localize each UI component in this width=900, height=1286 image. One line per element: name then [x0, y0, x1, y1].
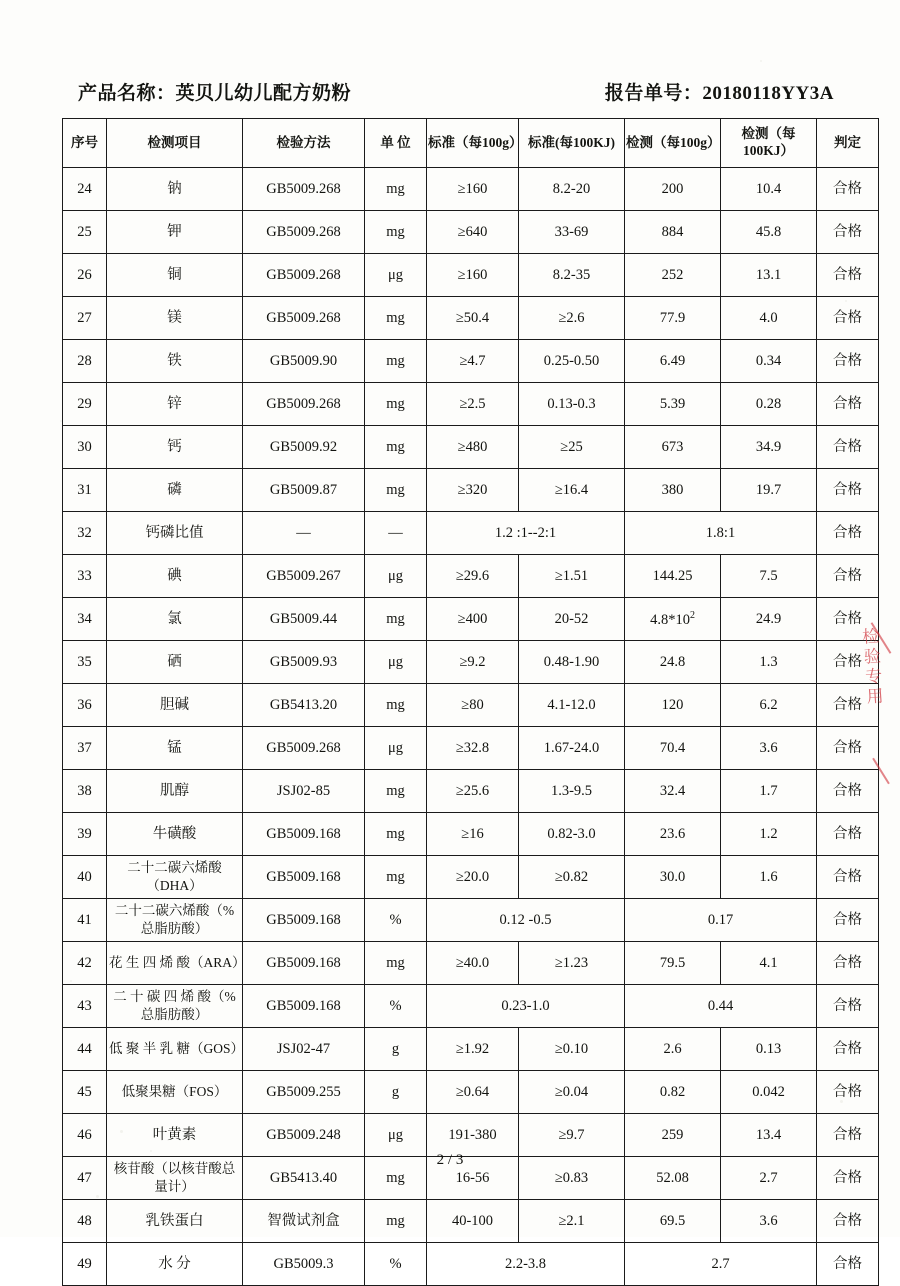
cell-standard-100g: ≥0.64	[427, 1071, 519, 1114]
cell-verdict: 合格	[817, 1028, 879, 1071]
cell-no: 39	[63, 813, 107, 856]
cell-method: GB5009.44	[243, 598, 365, 641]
cell-detected-100g: $4.8*10^2$	[625, 598, 721, 641]
cell-standard-100g: ≥40.0	[427, 942, 519, 985]
cell-detected-100g: 24.8	[625, 641, 721, 684]
cell-standard-merged: 1.2 :1--2:1	[427, 512, 625, 555]
cell-detected-100kj: 0.13	[721, 1028, 817, 1071]
cell-unit: μg	[365, 555, 427, 598]
cell-standard-100kj: 8.2-35	[519, 254, 625, 297]
column-header-detected-100g: 检测（每100g）	[625, 119, 721, 168]
paper-speckle	[760, 60, 762, 62]
cell-unit: mg	[365, 684, 427, 727]
cell-item: 叶黄素	[107, 1114, 243, 1157]
cell-standard-100kj: 33-69	[519, 211, 625, 254]
cell-standard-merged: 2.2-3.8	[427, 1243, 625, 1286]
cell-item: 锰	[107, 727, 243, 770]
cell-item: 低 聚 半 乳 糖（GOS）	[107, 1028, 243, 1071]
cell-no: 49	[63, 1243, 107, 1286]
cell-detected-100kj: 3.6	[721, 727, 817, 770]
cell-verdict: 合格	[817, 1200, 879, 1243]
cell-unit: μg	[365, 254, 427, 297]
cell-method: GB5009.268	[243, 168, 365, 211]
paper-speckle	[70, 980, 72, 982]
cell-detected-100kj: 0.28	[721, 383, 817, 426]
cell-detected-100g: 673	[625, 426, 721, 469]
cell-verdict: 合格	[817, 1157, 879, 1200]
cell-method: GB5009.268	[243, 211, 365, 254]
cell-standard-100kj: 8.2-20	[519, 168, 625, 211]
cell-detected-100g: 252	[625, 254, 721, 297]
cell-item: 钙	[107, 426, 243, 469]
cell-unit: g	[365, 1028, 427, 1071]
cell-unit: g	[365, 1071, 427, 1114]
cell-standard-merged: 0.23-1.0	[427, 985, 625, 1028]
cell-detected-100kj: 13.4	[721, 1114, 817, 1157]
cell-standard-100g: ≥20.0	[427, 856, 519, 899]
table-row	[63, 1028, 879, 1071]
cell-no: 47	[63, 1157, 107, 1200]
cell-no: 46	[63, 1114, 107, 1157]
cell-method: GB5009.168	[243, 856, 365, 899]
table-row	[63, 770, 879, 813]
column-header-std-100kj: 标准(每100KJ)	[519, 119, 625, 168]
cell-unit: mg	[365, 340, 427, 383]
page-number: 2 / 3	[436, 1152, 464, 1168]
cell-standard-100kj: ≥0.10	[519, 1028, 625, 1071]
table-row	[63, 641, 879, 684]
paper-speckle	[120, 1130, 123, 1133]
cell-verdict: 合格	[817, 942, 879, 985]
cell-no: 27	[63, 297, 107, 340]
cell-item: 镁	[107, 297, 243, 340]
cell-verdict: 合格	[817, 1243, 879, 1286]
cell-standard-100kj: ≥2.1	[519, 1200, 625, 1243]
table-row	[63, 1243, 879, 1286]
cell-detected-100kj: 24.9	[721, 598, 817, 641]
cell-detected-100g: 70.4	[625, 727, 721, 770]
cell-no: 33	[63, 555, 107, 598]
table-row	[63, 168, 879, 211]
column-header-verdict: 判定	[817, 119, 879, 168]
cell-standard-100kj: 1.67-24.0	[519, 727, 625, 770]
cell-detected-100kj: 7.5	[721, 555, 817, 598]
cell-detected-100g: 2.6	[625, 1028, 721, 1071]
cell-no: 37	[63, 727, 107, 770]
cell-no: 25	[63, 211, 107, 254]
cell-standard-100kj: 1.3-9.5	[519, 770, 625, 813]
cell-standard-100kj: 20-52	[519, 598, 625, 641]
cell-standard-100g: ≥400	[427, 598, 519, 641]
cell-standard-100g: ≥80	[427, 684, 519, 727]
cell-standard-100g: ≥29.6	[427, 555, 519, 598]
cell-unit: mg	[365, 856, 427, 899]
cell-detected-merged: 0.44	[625, 985, 817, 1028]
cell-method: GB5413.20	[243, 684, 365, 727]
cell-no: 40	[63, 856, 107, 899]
cell-verdict: 合格	[817, 985, 879, 1028]
cell-item: 锌	[107, 383, 243, 426]
cell-method: GB5413.40	[243, 1157, 365, 1200]
page-footer	[0, 1152, 900, 1169]
cell-method: GB5009.3	[243, 1243, 365, 1286]
cell-method: GB5009.268	[243, 383, 365, 426]
paper-speckle	[96, 1195, 99, 1198]
cell-standard-100kj: ≥1.51	[519, 555, 625, 598]
cell-unit: %	[365, 985, 427, 1028]
paper-speckle	[840, 1100, 843, 1103]
table-row	[63, 1071, 879, 1114]
cell-standard-100kj: ≥1.23	[519, 942, 625, 985]
cell-no: 32	[63, 512, 107, 555]
cell-standard-100kj: 0.13-0.3	[519, 383, 625, 426]
cell-no: 31	[63, 469, 107, 512]
cell-no: 34	[63, 598, 107, 641]
table-body	[63, 168, 879, 1286]
cell-standard-100kj: ≥0.04	[519, 1071, 625, 1114]
paper-speckle	[60, 420, 62, 422]
column-header-detected-100kj: 检测（每100KJ）	[721, 119, 817, 168]
cell-method: GB5009.255	[243, 1071, 365, 1114]
cell-unit: mg	[365, 469, 427, 512]
cell-verdict: 合格	[817, 641, 879, 684]
cell-detected-100kj: 4.0	[721, 297, 817, 340]
cell-method: GB5009.268	[243, 727, 365, 770]
cell-no: 45	[63, 1071, 107, 1114]
cell-method: JSJ02-47	[243, 1028, 365, 1071]
cell-detected-100kj: 1.3	[721, 641, 817, 684]
cell-method: GB5009.267	[243, 555, 365, 598]
cell-unit: mg	[365, 383, 427, 426]
cell-standard-100kj: 4.1-12.0	[519, 684, 625, 727]
cell-unit: mg	[365, 297, 427, 340]
cell-standard-100g: 40-100	[427, 1200, 519, 1243]
cell-unit: mg	[365, 942, 427, 985]
cell-detected-100g: 69.5	[625, 1200, 721, 1243]
cell-method: GB5009.92	[243, 426, 365, 469]
cell-verdict: 合格	[817, 211, 879, 254]
cell-no: 36	[63, 684, 107, 727]
column-header-item: 检测项目	[107, 119, 243, 168]
cell-detected-100g: 23.6	[625, 813, 721, 856]
cell-standard-100kj: 0.25-0.50	[519, 340, 625, 383]
cell-item: 铁	[107, 340, 243, 383]
table-row	[63, 426, 879, 469]
cell-detected-100kj: 3.6	[721, 1200, 817, 1243]
cell-unit: mg	[365, 813, 427, 856]
cell-standard-100g: ≥9.2	[427, 641, 519, 684]
cell-verdict: 合格	[817, 555, 879, 598]
cell-detected-100kj: 13.1	[721, 254, 817, 297]
cell-standard-100g: ≥160	[427, 254, 519, 297]
table-row	[63, 985, 879, 1028]
cell-detected-100kj: 4.1	[721, 942, 817, 985]
cell-verdict: 合格	[817, 168, 879, 211]
cell-standard-100g: ≥4.7	[427, 340, 519, 383]
cell-detected-100kj: 2.7	[721, 1157, 817, 1200]
column-header-unit: 单 位	[365, 119, 427, 168]
cell-detected-100g: 120	[625, 684, 721, 727]
cell-no: 29	[63, 383, 107, 426]
cell-standard-100g: ≥320	[427, 469, 519, 512]
cell-standard-100g: ≥16	[427, 813, 519, 856]
table-row	[63, 813, 879, 856]
cell-detected-100kj: 45.8	[721, 211, 817, 254]
table-row	[63, 684, 879, 727]
cell-verdict: 合格	[817, 727, 879, 770]
cell-detected-100g: 6.49	[625, 340, 721, 383]
cell-standard-100g: 191-380	[427, 1114, 519, 1157]
cell-detected-merged: 2.7	[625, 1243, 817, 1286]
document-header	[78, 78, 838, 105]
cell-item: 二十二碳六烯酸（%总脂肪酸）	[107, 899, 243, 942]
cell-detected-100kj: 0.34	[721, 340, 817, 383]
cell-detected-merged: 0.17	[625, 899, 817, 942]
cell-item: 核苷酸（以核苷酸总量计）	[107, 1157, 243, 1200]
cell-standard-100g: 16-56	[427, 1157, 519, 1200]
table-row	[63, 899, 879, 942]
cell-detected-100g: 5.39	[625, 383, 721, 426]
table-row	[63, 254, 879, 297]
column-header-no: 序号	[63, 119, 107, 168]
cell-standard-merged: 0.12 -0.5	[427, 899, 625, 942]
cell-method: GB5009.90	[243, 340, 365, 383]
cell-no: 48	[63, 1200, 107, 1243]
cell-method: GB5009.168	[243, 985, 365, 1028]
cell-unit: mg	[365, 426, 427, 469]
cell-detected-100kj: 19.7	[721, 469, 817, 512]
cell-item: 硒	[107, 641, 243, 684]
cell-unit: mg	[365, 770, 427, 813]
paper-speckle	[150, 1150, 152, 1152]
cell-verdict: 合格	[817, 813, 879, 856]
cell-item: 磷	[107, 469, 243, 512]
table-header-row	[63, 119, 879, 168]
cell-no: 35	[63, 641, 107, 684]
cell-no: 43	[63, 985, 107, 1028]
cell-item: 乳铁蛋白	[107, 1200, 243, 1243]
cell-detected-100g: 144.25	[625, 555, 721, 598]
cell-method: GB5009.168	[243, 942, 365, 985]
cell-item: 钙磷比值	[107, 512, 243, 555]
cell-item: 二十二碳六烯酸（DHA）	[107, 856, 243, 899]
cell-item: 牛磺酸	[107, 813, 243, 856]
cell-verdict: 合格	[817, 770, 879, 813]
cell-standard-100kj: 0.82-3.0	[519, 813, 625, 856]
cell-unit: mg	[365, 598, 427, 641]
cell-method: 智微试剂盒	[243, 1200, 365, 1243]
cell-no: 24	[63, 168, 107, 211]
report-number-label: 报告单号：20180118YY3A	[604, 83, 834, 104]
cell-standard-100kj: ≥16.4	[519, 469, 625, 512]
cell-detected-100g: 32.4	[625, 770, 721, 813]
cell-item: 碘	[107, 555, 243, 598]
cell-method: —	[243, 512, 365, 555]
cell-item: 胆碱	[107, 684, 243, 727]
cell-verdict: 合格	[817, 899, 879, 942]
cell-verdict: 合格	[817, 856, 879, 899]
cell-detected-100kj: 10.4	[721, 168, 817, 211]
cell-detected-100kj: 34.9	[721, 426, 817, 469]
cell-verdict: 合格	[817, 598, 879, 641]
cell-verdict: 合格	[817, 297, 879, 340]
cell-standard-100g: ≥160	[427, 168, 519, 211]
cell-detected-100g: 200	[625, 168, 721, 211]
table-row	[63, 297, 879, 340]
cell-detected-100kj: 0.042	[721, 1071, 817, 1114]
cell-method: GB5009.268	[243, 254, 365, 297]
cell-method: GB5009.93	[243, 641, 365, 684]
inspection-seal: 检验专用	[858, 626, 884, 708]
cell-verdict: 合格	[817, 469, 879, 512]
table-row	[63, 598, 879, 641]
cell-verdict: 合格	[817, 512, 879, 555]
cell-item: 钾	[107, 211, 243, 254]
cell-verdict: 合格	[817, 1071, 879, 1114]
cell-unit: mg	[365, 1157, 427, 1200]
cell-no: 30	[63, 426, 107, 469]
cell-no: 38	[63, 770, 107, 813]
table-row	[63, 1200, 879, 1243]
cell-unit: μg	[365, 641, 427, 684]
test-results-table	[62, 118, 879, 1286]
cell-verdict: 合格	[817, 1114, 879, 1157]
cell-verdict: 合格	[817, 254, 879, 297]
cell-detected-100g: 884	[625, 211, 721, 254]
cell-detected-100g: 30.0	[625, 856, 721, 899]
table-row	[63, 727, 879, 770]
cell-no: 41	[63, 899, 107, 942]
table-row	[63, 1114, 879, 1157]
cell-unit: %	[365, 899, 427, 942]
cell-detected-100kj: 1.6	[721, 856, 817, 899]
paper-speckle	[845, 300, 847, 302]
cell-method: GB5009.168	[243, 899, 365, 942]
column-header-std-100g: 标准（每100g）	[427, 119, 519, 168]
table-row	[63, 383, 879, 426]
table-row	[63, 469, 879, 512]
cell-item: 水 分	[107, 1243, 243, 1286]
cell-detected-merged: 1.8:1	[625, 512, 817, 555]
table-row	[63, 856, 879, 899]
cell-standard-100kj: ≥2.6	[519, 297, 625, 340]
cell-unit: mg	[365, 211, 427, 254]
cell-standard-100g: ≥50.4	[427, 297, 519, 340]
cell-detected-100g: 259	[625, 1114, 721, 1157]
cell-standard-100g: ≥25.6	[427, 770, 519, 813]
cell-detected-100g: 380	[625, 469, 721, 512]
cell-method: GB5009.87	[243, 469, 365, 512]
cell-verdict: 合格	[817, 684, 879, 727]
cell-item: 钠	[107, 168, 243, 211]
cell-no: 26	[63, 254, 107, 297]
cell-method: GB5009.168	[243, 813, 365, 856]
cell-standard-100g: ≥1.92	[427, 1028, 519, 1071]
cell-item: 铜	[107, 254, 243, 297]
cell-standard-100g: ≥32.8	[427, 727, 519, 770]
cell-unit: μg	[365, 1114, 427, 1157]
cell-standard-100kj: ≥25	[519, 426, 625, 469]
cell-verdict: 合格	[817, 340, 879, 383]
cell-standard-100kj: ≥9.7	[519, 1114, 625, 1157]
cell-standard-100kj: ≥0.83	[519, 1157, 625, 1200]
cell-method: GB5009.268	[243, 297, 365, 340]
cell-item: 花 生 四 烯 酸（ARA）	[107, 942, 243, 985]
table-row	[63, 340, 879, 383]
cell-unit: μg	[365, 727, 427, 770]
cell-detected-100kj: 1.2	[721, 813, 817, 856]
table-row	[63, 512, 879, 555]
cell-verdict: 合格	[817, 383, 879, 426]
cell-standard-100g: ≥480	[427, 426, 519, 469]
cell-unit: mg	[365, 1200, 427, 1243]
cell-no: 42	[63, 942, 107, 985]
cell-item: 低聚果糖（FOS）	[107, 1071, 243, 1114]
cell-detected-100g: 77.9	[625, 297, 721, 340]
cell-standard-100kj: 0.48-1.90	[519, 641, 625, 684]
cell-detected-100g: 52.08	[625, 1157, 721, 1200]
product-name-label: 产品名称：英贝儿幼儿配方奶粉	[78, 83, 352, 104]
cell-method: JSJ02-85	[243, 770, 365, 813]
cell-standard-100kj: ≥0.82	[519, 856, 625, 899]
cell-standard-100g: ≥2.5	[427, 383, 519, 426]
cell-method: GB5009.248	[243, 1114, 365, 1157]
cell-no: 28	[63, 340, 107, 383]
cell-item: 二 十 碳 四 烯 酸（%总脂肪酸）	[107, 985, 243, 1028]
cell-item: 肌醇	[107, 770, 243, 813]
cell-detected-100g: 79.5	[625, 942, 721, 985]
column-header-method: 检验方法	[243, 119, 365, 168]
cell-unit: mg	[365, 168, 427, 211]
cell-no: 44	[63, 1028, 107, 1071]
cell-unit: %	[365, 1243, 427, 1286]
cell-detected-100kj: 6.2	[721, 684, 817, 727]
cell-standard-100g: ≥640	[427, 211, 519, 254]
cell-verdict: 合格	[817, 426, 879, 469]
cell-item: 氯	[107, 598, 243, 641]
table-row	[63, 211, 879, 254]
cell-detected-100g: 0.82	[625, 1071, 721, 1114]
cell-unit: —	[365, 512, 427, 555]
table-row	[63, 555, 879, 598]
table-row	[63, 942, 879, 985]
cell-detected-100kj: 1.7	[721, 770, 817, 813]
